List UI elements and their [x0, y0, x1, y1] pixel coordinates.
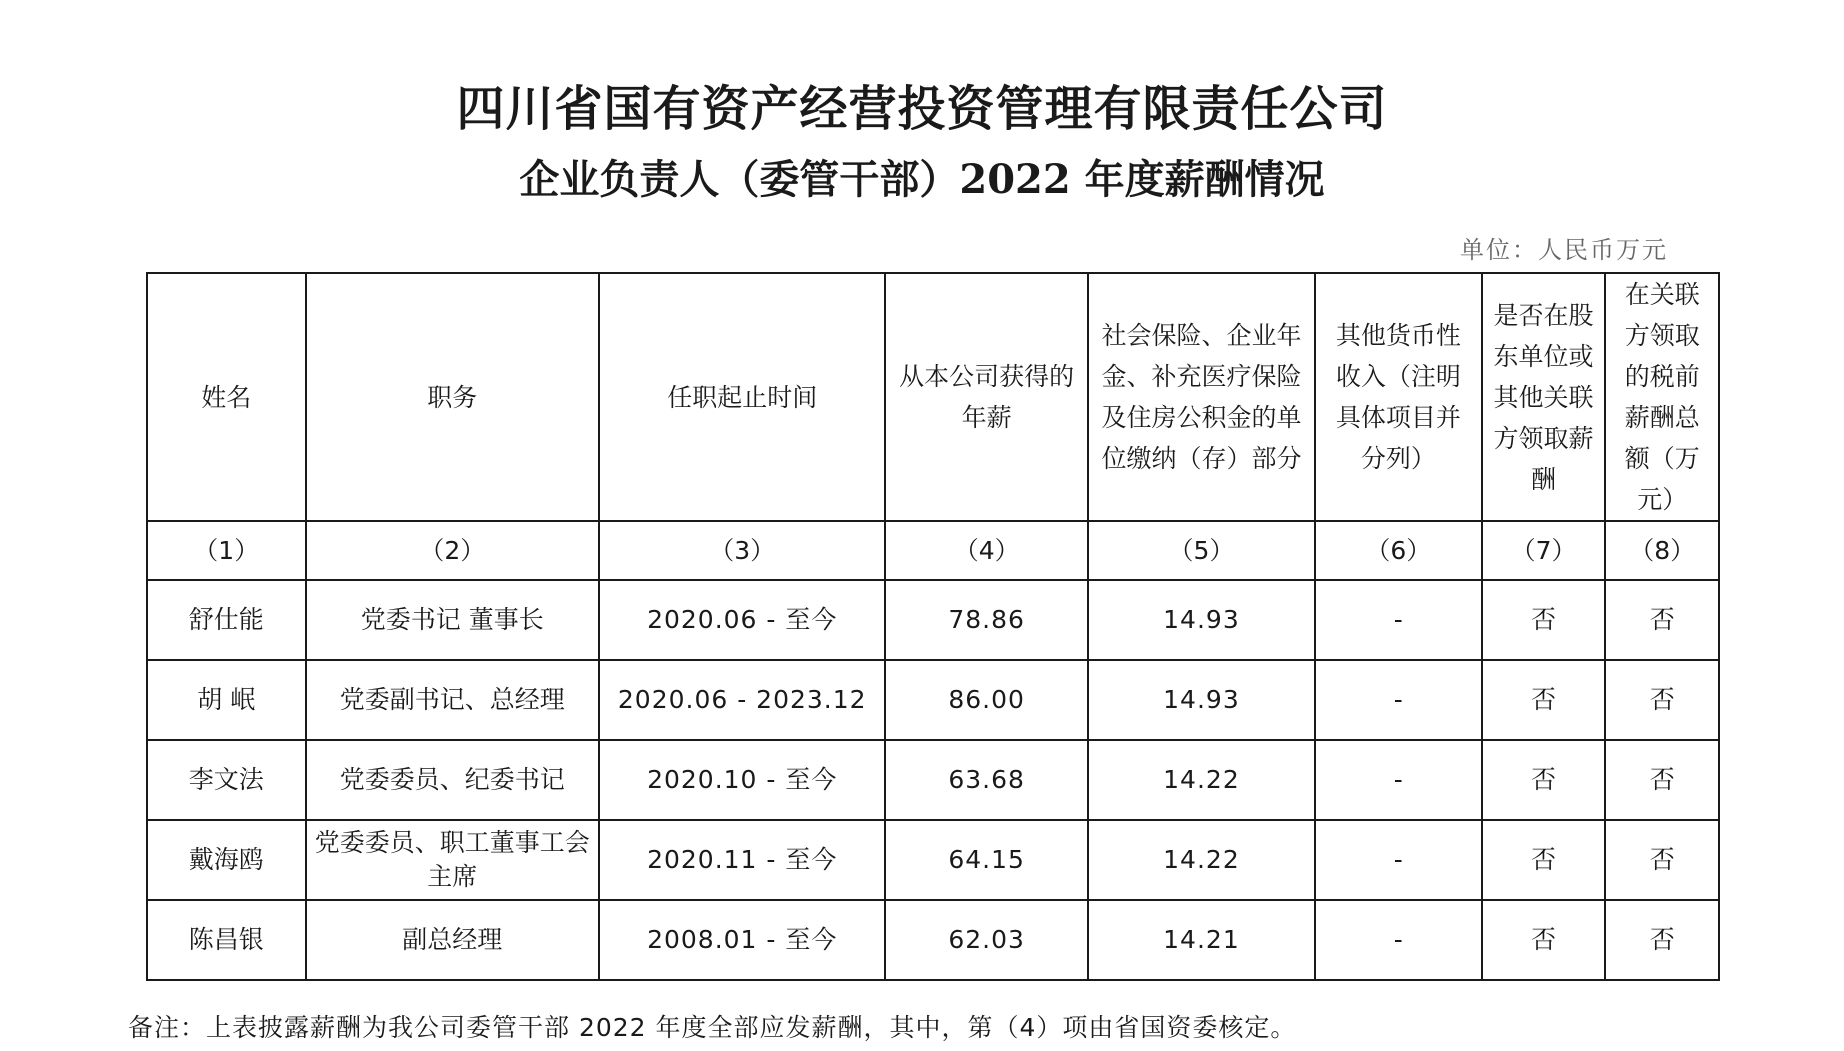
cell-tenure: 2020.06 - 2023.12: [599, 660, 885, 740]
cell-name: 舒仕能: [147, 580, 306, 660]
cell-name: 戴海鸥: [147, 820, 306, 900]
cell-position: 党委委员、职工董事工会主席: [306, 820, 600, 900]
header-position: 职务: [306, 273, 600, 521]
header-insurance: 社会保险、企业年金、补充医疗保险及住房公积金的单位缴纳（存）部分: [1088, 273, 1315, 521]
cell-annual-salary: 64.15: [885, 820, 1088, 900]
cell-position: 党委副书记、总经理: [306, 660, 600, 740]
index-cell: （8）: [1605, 521, 1719, 580]
cell-other-income: -: [1315, 660, 1482, 740]
cell-insurance: 14.21: [1088, 900, 1315, 980]
index-cell: （7）: [1482, 521, 1606, 580]
cell-related-pay: 否: [1605, 820, 1719, 900]
cell-position: 副总经理: [306, 900, 600, 980]
index-cell: （2）: [306, 521, 600, 580]
header-other-income: 其他货币性收入（注明具体项目并分列）: [1315, 273, 1482, 521]
index-row: [147, 521, 1719, 580]
cell-shareholder-pay: 否: [1482, 740, 1606, 820]
header-name: 姓名: [147, 273, 306, 521]
cell-related-pay: 否: [1605, 660, 1719, 740]
cell-other-income: -: [1315, 900, 1482, 980]
index-cell: （4）: [885, 521, 1088, 580]
cell-name: 陈昌银: [147, 900, 306, 980]
header-annual-salary: 从本公司获得的年薪: [885, 273, 1088, 521]
table-row: [147, 740, 1719, 820]
table-row: [147, 580, 1719, 660]
cell-annual-salary: 86.00: [885, 660, 1088, 740]
cell-shareholder-pay: 否: [1482, 580, 1606, 660]
cell-insurance: 14.22: [1088, 820, 1315, 900]
cell-annual-salary: 78.86: [885, 580, 1088, 660]
cell-insurance: 14.93: [1088, 580, 1315, 660]
unit-label: 单位：人民币万元: [1460, 236, 1668, 264]
cell-annual-salary: 62.03: [885, 900, 1088, 980]
header-tenure: 任职起止时间: [599, 273, 885, 521]
table-row: [147, 900, 1719, 980]
footnote: 备注：上表披露薪酬为我公司委管干部 2022 年度全部应发薪酬，其中，第（4）项由省国资委核定。: [128, 1013, 1297, 1042]
cell-related-pay: 否: [1605, 740, 1719, 820]
cell-insurance: 14.22: [1088, 740, 1315, 820]
cell-tenure: 2020.06 - 至今: [599, 580, 885, 660]
cell-position: 党委书记 董事长: [306, 580, 600, 660]
cell-shareholder-pay: 否: [1482, 820, 1606, 900]
index-cell: （5）: [1088, 521, 1315, 580]
page-title: 四川省国有资产经营投资管理有限责任公司: [456, 81, 1388, 137]
cell-name: 李文法: [147, 740, 306, 820]
index-cell: （6）: [1315, 521, 1482, 580]
table-row: [147, 660, 1719, 740]
cell-tenure: 2020.10 - 至今: [599, 740, 885, 820]
cell-shareholder-pay: 否: [1482, 660, 1606, 740]
cell-position: 党委委员、纪委书记: [306, 740, 600, 820]
header-row: [147, 273, 1719, 521]
index-cell: （1）: [147, 521, 306, 580]
salary-table: [146, 272, 1720, 981]
table-row: [147, 820, 1719, 900]
index-cell: （3）: [599, 521, 885, 580]
header-related-pay: 在关联方领取的税前薪酬总额（万元）: [1605, 273, 1719, 521]
cell-other-income: -: [1315, 820, 1482, 900]
header-shareholder-pay: 是否在股东单位或其他关联方领取薪酬: [1482, 273, 1606, 521]
cell-related-pay: 否: [1605, 580, 1719, 660]
cell-shareholder-pay: 否: [1482, 900, 1606, 980]
cell-other-income: -: [1315, 580, 1482, 660]
cell-tenure: 2020.11 - 至今: [599, 820, 885, 900]
page-subtitle: 企业负责人（委管干部）2022 年度薪酬情况: [519, 156, 1325, 203]
cell-name: 胡 岷: [147, 660, 306, 740]
cell-annual-salary: 63.68: [885, 740, 1088, 820]
cell-insurance: 14.93: [1088, 660, 1315, 740]
cell-tenure: 2008.01 - 至今: [599, 900, 885, 980]
cell-other-income: -: [1315, 740, 1482, 820]
cell-related-pay: 否: [1605, 900, 1719, 980]
